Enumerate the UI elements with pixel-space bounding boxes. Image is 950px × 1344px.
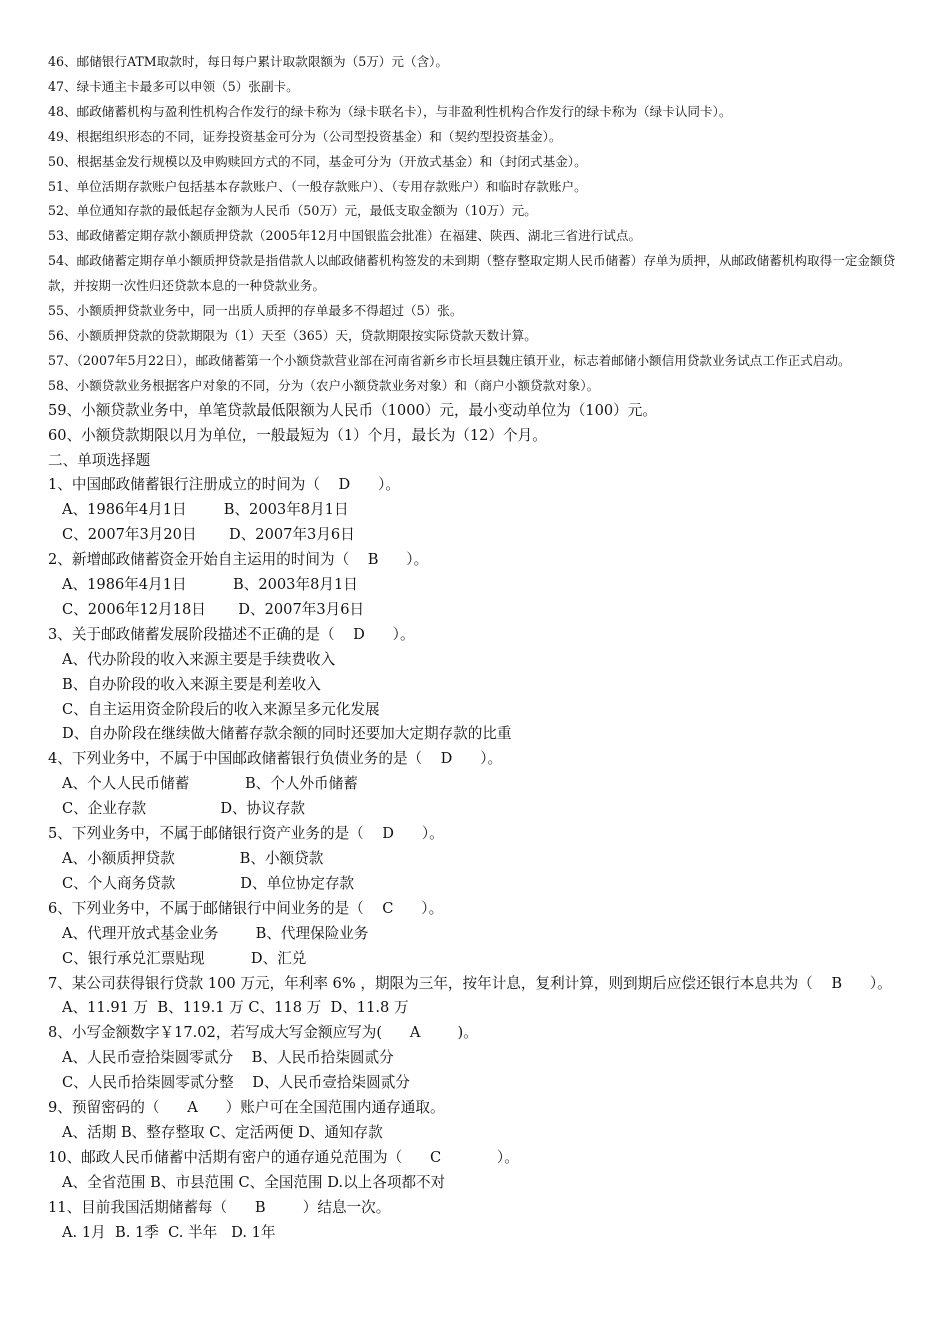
option-line: D、自办阶段在继续做大储蓄存款余额的同时还要加大定期存款的比重: [62, 725, 512, 743]
question-list: [48, 473, 918, 971]
fill-blank-item: 52、单位通知存款的最低起存金额为人民币（50万）元，最低支取金额为（10万）元。: [48, 203, 537, 219]
fill-blank-item: 56、小额质押贷款的贷款期限为（1）天至（365）天，贷款期限按实际贷款天数计算。: [48, 327, 537, 343]
question-text: 6、下列业务中，不属于邮储银行中间业务的是（ C ）。: [48, 899, 444, 917]
option-line: A、全省范围 B、市县范围 C、全国范围 D.以上各项都不对: [62, 1173, 446, 1191]
document-page: [48, 50, 918, 1246]
option-line: C、人民币拾柒圆零贰分整 D、人民币壹拾柒圆贰分: [62, 1074, 410, 1092]
question-text: 4、下列业务中，不属于中国邮政储蓄银行负债业务的是（ D ）。: [48, 750, 503, 768]
question-text: 5、下列业务中，不属于邮储银行资产业务的是（ D ）。: [48, 825, 444, 843]
fill-blank-item: 53、邮政储蓄定期存款小额质押贷款（2005年12月中国银监会批准）在福建、陕西、湖北三省进行试点。: [48, 228, 642, 244]
option-line: A、1986年4月1日 B、2003年8月1日: [62, 576, 358, 594]
fill-blank-item: 51、单位活期存款账户包括基本存款账户、（一般存款账户）、（专用存款账户）和临时存款账户。: [48, 178, 587, 194]
option-line: C、2007年3月20日 D、2007年3月6日: [62, 526, 355, 544]
question-block: [48, 623, 918, 748]
option-line: C、企业存款 D、协议存款: [62, 800, 306, 818]
option-line: C、个人商务贷款 D、单位协定存款: [62, 874, 355, 892]
option-line: C、银行承兑汇票贴现 D、汇兑: [62, 949, 307, 967]
option-line: A、小额质押贷款 B、小额贷款: [62, 850, 324, 867]
option-line: C、自主运用资金阶段后的收入来源呈多元化发展: [62, 700, 380, 718]
question-7: [48, 972, 918, 1022]
option-line: A、11.91 万 B、119.1 万 C、118 万 D、11.8 万: [62, 999, 409, 1017]
fill-blank-item: 59、小额贷款业务中，单笔贷款最低限额为人民币（1000）元，最小变动单位为（100）元。: [48, 401, 657, 419]
fill-blank-item: 48、邮政储蓄机构与盈利性机构合作发行的绿卡称为（绿卡联名卡），与非盈利性机构合作发行的绿卡称为（绿卡认同卡）。: [48, 103, 732, 119]
question-block: [48, 548, 918, 623]
question-block: [48, 1021, 918, 1096]
fill-blank-item: 47、绿卡通主卡最多可以申领（5）张副卡。: [48, 78, 299, 94]
question-block: [48, 822, 918, 897]
question-block: [48, 1096, 918, 1146]
fill-blank-item: 60、小额贷款期限以月为单位，一般最短为（1）个月，最长为（12）个月。: [48, 426, 547, 444]
fill-blank-section: [48, 50, 918, 399]
section-title: 二、单项选择题: [48, 451, 151, 469]
option-line: A、人民币壹拾柒圆零贰分 B、人民币拾柒圆贰分: [62, 1049, 394, 1067]
option-line: A、代办阶段的收入来源主要是手续费收入: [62, 650, 336, 668]
option-line: A、1986年4月1日 B、2003年8月1日: [62, 501, 349, 519]
fill-blank-item: 46、邮储银行ATM取款时，每日每户累计取款限额为（5万）元（含）。: [48, 54, 449, 69]
question-text: 1、中国邮政储蓄银行注册成立的时间为（ D ）。: [48, 476, 400, 494]
question-text: 8、小写金额数字￥17.02，若写成大写金额应写为( A )。: [48, 1024, 478, 1042]
fill-blank-item: 54、邮政储蓄定期存单小额质押贷款是指借款人以邮政储蓄机构签发的未到期（整存整取定期人民币储蓄）存单为质押，从邮政储蓄机构取得一定金额贷款，并按期一次性归还贷款本息的一种贷款业务。: [48, 253, 896, 294]
fill-blank-item: 58、小额贷款业务根据客户对象的不同，分为（农户小额贷款业务对象）和（商户小额贷款对象）。: [48, 377, 600, 393]
question-block: [48, 1196, 918, 1246]
option-line: A. 1月 B. 1季 C. 半年 D. 1年: [62, 1223, 276, 1241]
question-text: 10、邮政人民币储蓄中活期有密户的通存通兑范围为（ C ）。: [48, 1148, 519, 1166]
fill-blank-item: 50、根据基金发行规模以及申购赎回方式的不同，基金可分为（开放式基金）和（封闭式基金）。: [48, 153, 587, 169]
question-block: [48, 1146, 918, 1196]
question-text: 9、预留密码的（ A ）账户可在全国范围内通存通取。: [48, 1099, 445, 1117]
fill-blank-item: 55、小额质押贷款业务中，同一出质人质押的存单最多不得超过（5）张。: [48, 303, 463, 319]
question-block: [48, 897, 918, 972]
fill-blank-item: 57、（2007年5月22日），邮政储蓄第一个小额贷款营业部在河南省新乡市长垣县魏庄镇开业，标志着邮储小额信用贷款业务试点工作正式启动。: [48, 352, 851, 368]
question-list-b: [48, 1021, 918, 1245]
question-text: 7、某公司获得银行贷款 100 万元，年利率 6% ，期限为三年，按年计息，复利计算，则到期后应偿还银行本息共为（ B ）。: [48, 974, 892, 992]
question-block: [48, 747, 918, 822]
option-line: A、活期 B、整存整取 C、定活两便 D、通知存款: [62, 1123, 383, 1141]
fill-blank-item: 49、根据组织形态的不同，证券投资基金可分为（公司型投资基金）和（契约型投资基金）。: [48, 128, 562, 144]
question-text: 2、新增邮政储蓄资金开始自主运用的时间为（ B ）。: [48, 551, 429, 569]
question-text: 11、目前我国活期储蓄每（ B ）结息一次。: [48, 1198, 391, 1216]
fill-blank-section-large: [48, 399, 918, 449]
option-line: C、2006年12月18日 D、2007年3月6日: [62, 600, 365, 618]
option-line: A、代理开放式基金业务 B、代理保险业务: [62, 924, 369, 942]
option-line: A、个人人民币储蓄 B、个人外币储蓄: [62, 775, 358, 793]
question-text: 3、关于邮政储蓄发展阶段描述不正确的是（ D ）。: [48, 625, 415, 643]
option-line: B、自办阶段的收入来源主要是利差收入: [62, 675, 321, 693]
question-block: [48, 473, 918, 548]
